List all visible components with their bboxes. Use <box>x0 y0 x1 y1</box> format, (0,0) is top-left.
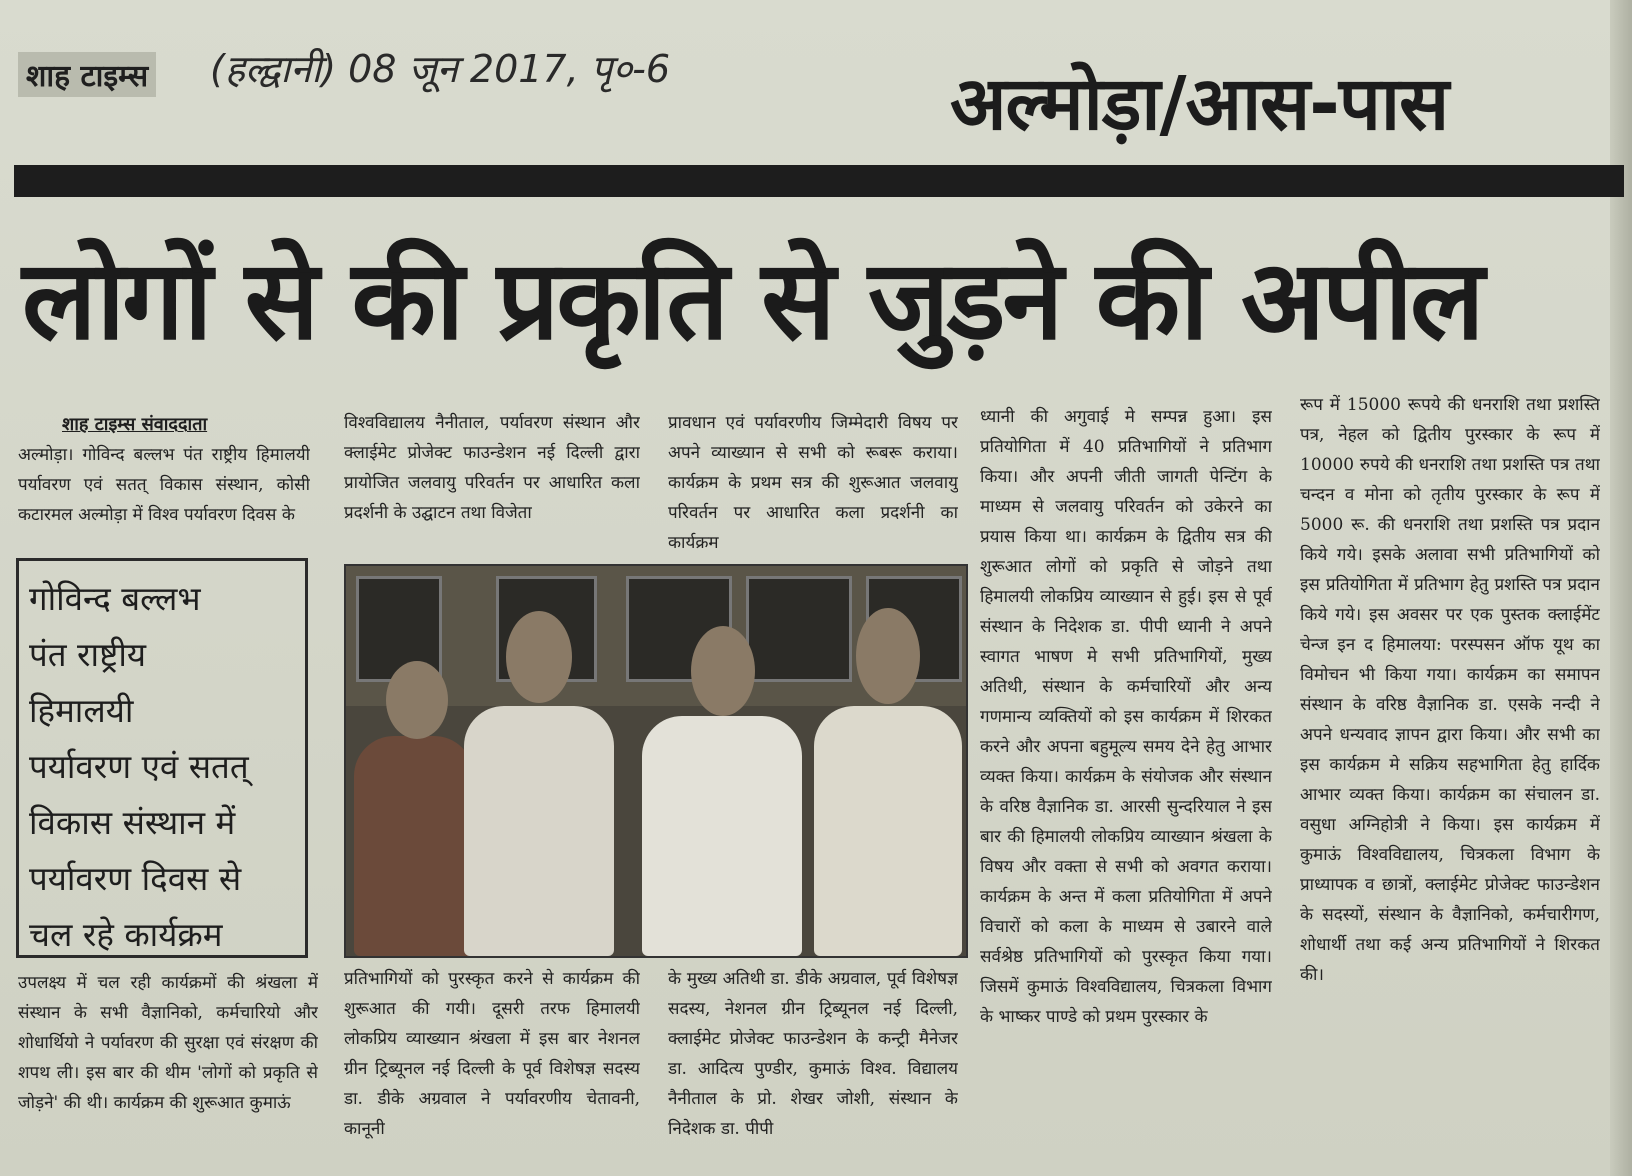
header-rule <box>14 165 1624 197</box>
pull-quote-line: पंत राष्ट्रीय <box>29 635 147 674</box>
pull-quote <box>16 558 308 958</box>
column-1-bottom: उपलक्ष्य में चल रही कार्यक्रमों की श्रंखला में संस्थान के सभी वैज्ञानिको, कर्मचारियो और शोधार्थियो ने पर्यावरण की सुरक्षा एवं संरक्षण की शपथ ली। इस बार की थीम 'लोगों को प्रकृति से जोड़ने' की थी। कार्यक्रम की शुरूआत कुमाऊं <box>18 973 318 1113</box>
person-2-head <box>506 611 572 703</box>
headline: लोगों से की प्रकृति से जुड़ने की अपील <box>22 236 1482 364</box>
person-4-head <box>856 608 920 704</box>
handwritten-date-note: (हल्द्वानी) 08 जून 2017, पृ०-6 <box>210 47 670 91</box>
person-4 <box>814 706 962 956</box>
column-3-bottom: के मुख्य अतिथी डा. डीके अग्रवाल, पूर्व विशेषज्ञ सदस्य, नेशनल ग्रीन ट्रिब्यूनल नई दिल्ली, क्लाईमेट प्रोजेक्ट फाउन्डेशन के कन्ट्री मैनेजर डा. आदित्य पुण्डीर, कुमाऊं विश्व. विद्यालय नैनीताल के प्रो. शेखर जोशी, संस्थान के निदेशक डा. पीपी <box>668 969 958 1139</box>
event-photo <box>344 564 968 958</box>
column-1-top: अल्मोड़ा। गोविन्द बल्लभ पंत राष्ट्रीय हिमालयी पर्यावरण एवं सतत् विकास संस्थान, कोसी कटारमल अल्मोड़ा में विश्व पर्यावरण दिवस के <box>18 445 310 525</box>
byline: शाह टाइम्स संवाददाता <box>62 414 208 435</box>
pull-quote-line: पर्यावरण दिवस से <box>29 859 242 898</box>
column-5: रूप में 15000 रूपये की धनराशि तथा प्रशस्ति पत्र, नेहल को द्वितीय पुरस्कार के रूप में 10000 रुपये की धनराशि तथा प्रशस्ति पत्र तथा चन्दन व मोना को तृतीय पुरस्कार के रूप में 5000 रू. की धनराशि तथा प्रशस्ति पत्र प्रदान किये गये। इसके अलावा सभी प्रतिभागियों को इस प्रतियोगिता में प्रतिभाग हेतु प्रशस्ति पत्र प्रदान किये गये। इस अवसर पर एक पुस्तक क्लाईमेंट चेन्ज इन द हिमालया: परस्पसन ऑफ यूथ का विमोचन भी किया गया। कार्यक्रम का समापन संस्थान के वरिष्ठ वैज्ञानिक डा. एसके नन्दी ने अपने धन्यवाद ज्ञापन द्वारा किया। और सभी का इस कार्यक्रम मे सक्रिय सहभागिता हेतु हार्दिक आभार व्यक्त किया। कार्यक्रम का संचालन डा. वसुधा अग्निहोत्री ने किया। इस कार्यक्रम में कुमाऊं विश्वविद्यालय, चित्रकला विभाग के प्राध्यापक व छात्रों, क्लाईमेट प्रोजेक्ट फाउन्डेशन के सदस्यों, संस्थान के वैज्ञानिको, कर्मचारीगण, शोधार्थी तथा कई अन्य प्रतिभागियों ने शिरकत की। <box>1300 395 1600 985</box>
column-2-bottom: प्रतिभागियों को पुरस्कृत करने से कार्यक्रम की शुरूआत की गयी। दूसरी तरफ हिमालयी लोकप्रिय व्याख्यान श्रंखला में इस बार नेशनल ग्रीन ट्रिब्यूनल नई दिल्ली के पूर्व विशेषज्ञ सदस्य डा. डीके अग्रवाल ने पर्यावरणीय चेतावनी, कानूनी <box>344 969 640 1139</box>
person-3 <box>642 716 802 956</box>
pull-quote-line: हिमालयी <box>29 691 134 730</box>
section-title: अल्मोड़ा/आस-पास <box>950 61 1449 147</box>
person-2 <box>464 706 614 956</box>
column-4: ध्यानी की अगुवाई मे सम्पन्न हुआ। इस प्रतियोगिता में 40 प्रतिभागियों ने प्रतिभाग किया। और अपनी जीती जागती पेन्टिंग के माध्यम से जलवायु परिवर्तन को उकेरने का प्रयास किया था। कार्यक्रम के द्वितीय सत्र की शुरूआत लोगों को प्रकृति से जोड़ने तथा हिमालयी लोकप्रिय व्याख्यान से हुई। इस से पूर्व संस्थान के निदेशक डा. पीपी ध्यानी ने अपने स्वागत भाषण मे सभी प्रतिभागियों, मुख्य अतिथी, संस्थान के कर्मचारियों और अन्य गणमान्य व्यक्तियों को इस कार्यक्रम में शिरकत करने और अपना बहुमूल्य समय देने हेतु आभार व्यक्त किया। कार्यक्रम के संयोजक और संस्थान के वरिष्ठ वैज्ञानिक डा. आरसी सुन्दरियाल ने इस बार की हिमालयी लोकप्रिय व्याख्यान श्रंखला के विषय और वक्ता से सभी को अवगत कराया। कार्यक्रम के अन्त में कला प्रतियोगिता में अपने विचारों को कला के माध्यम से उबारने वाले सर्वश्रेष्ठ प्रतिभागियों को पुरस्कृत किया गया। जिसमें कुमाऊं विश्वविद्यालय, चित्रकला विभाग के भाष्कर पाण्डे को प्रथम पुरस्कार के <box>980 407 1272 1027</box>
pull-quote-line: विकास संस्थान में <box>29 803 236 842</box>
person-1-head <box>386 661 448 739</box>
wall-portrait <box>746 576 852 682</box>
column-2-top: विश्वविद्यालय नैनीताल, पर्यावरण संस्थान और क्लाईमेट प्रोजेक्ट फाउन्डेशन नई दिल्ली द्वारा प्रायोजित जलवायु परिवर्तन पर आधारित कला प्रदर्शनी के उद्घाटन तथा विजेता <box>344 413 640 523</box>
pull-quote-line: पर्यावरण एवं सतत् <box>29 747 249 786</box>
pull-quote-line: चल रहे कार्यक्रम <box>29 915 223 954</box>
paper-name: शाह टाइम्स <box>18 52 156 97</box>
pull-quote-line: गोविन्द बल्लभ <box>29 579 201 618</box>
person-3-head <box>691 626 755 716</box>
column-3-top: प्रावधान एवं पर्यावरणीय जिम्मेदारी विषय पर अपने व्याख्यान से सभी को रूबरू कराया। कार्यक्रम के प्रथम सत्र की शुरूआत जलवायु परिवर्तन पर आधारित कला प्रदर्शनी का कार्यक्रम <box>668 413 958 553</box>
person-1 <box>354 736 474 956</box>
